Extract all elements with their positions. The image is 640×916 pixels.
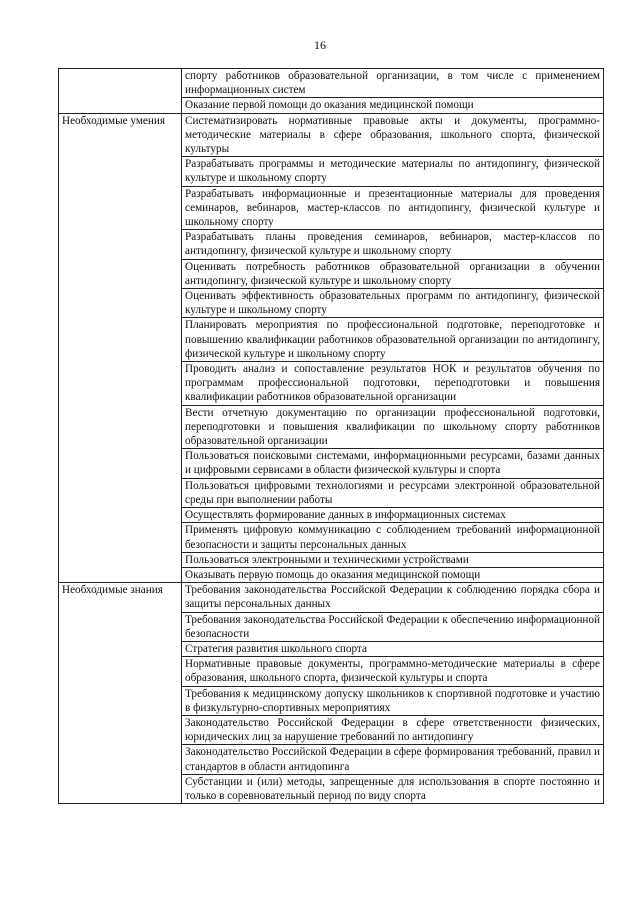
section-label: Необходимые умения bbox=[59, 113, 182, 583]
section-label bbox=[59, 69, 182, 114]
requirement-cell: Систематизировать нормативные правовые акты и документы, программно-методические материалы в сфере образования, школьного спорта, физической культуры bbox=[182, 113, 604, 157]
table-row bbox=[59, 113, 604, 157]
requirement-cell: Законодательство Российской Федерации в сфере формирования требований, правил и стандартов в области антидопинга bbox=[182, 745, 604, 774]
requirement-cell: Планировать мероприятия по профессиональной подготовке, переподготовке и повышению квалификации работников образовательной организации по антидопингу, физической культуре и школьному спорту bbox=[182, 318, 604, 362]
requirement-cell: Вести отчетную документацию по организации профессиональной подготовки, переподготовки и повышения квалификации по школьному спорту работников образовательной организации bbox=[182, 405, 604, 449]
page-number: 16 bbox=[314, 38, 326, 52]
requirement-cell: Пользоваться цифровыми технологиями и ресурсами электронной образовательной среды при выполнении работы bbox=[182, 478, 604, 507]
requirement-cell: Оказывать первую помощь до оказания медицинской помощи bbox=[182, 567, 604, 582]
requirement-cell: Оценивать потребность работников образовательной организации в обучении антидопингу, физической культуре и школьному спорту bbox=[182, 259, 604, 288]
table-row bbox=[59, 583, 604, 612]
requirement-cell: Пользоваться электронными и техническими устройствами bbox=[182, 552, 604, 567]
requirement-cell: Проводить анализ и сопоставление результатов НОК и результатов обучения по программам профессиональной подготовки, переподготовки и повышения квалификации работников образовательной организации bbox=[182, 362, 604, 406]
requirement-cell: Требования законодательства Российской Федерации к обеспечению информационной безопасности bbox=[182, 612, 604, 641]
requirement-cell: Оценивать эффективность образовательных программ по антидопингу, физической культуре и школьному спорту bbox=[182, 289, 604, 318]
requirement-cell: спорту работников образовательной организации, в том числе с применением информационных систем bbox=[182, 69, 604, 98]
requirement-cell: Пользоваться поисковыми системами, информационными ресурсами, базами данных и цифровыми сервисами в области физической культуры и спорта bbox=[182, 449, 604, 478]
requirement-cell: Разрабатывать программы и методические материалы по антидопингу, физической культуре и школьному спорту bbox=[182, 157, 604, 186]
table-row bbox=[59, 69, 604, 98]
requirement-cell: Нормативные правовые документы, программно-методические материалы в сфере образования, школьного спорта, физической культуры и спорта bbox=[182, 657, 604, 686]
requirement-cell: Субстанции и (или) методы, запрещенные для использования в спорте постоянно и только в соревновательный период по виду спорта bbox=[182, 774, 604, 803]
requirements-table bbox=[58, 68, 604, 804]
requirement-cell: Законодательство Российской Федерации в сфере ответственности физических, юридических лиц за нарушение требований по антидопингу bbox=[182, 715, 604, 744]
requirements-table-body bbox=[59, 69, 604, 804]
requirement-cell: Применять цифровую коммуникацию с соблюдением требований информационной безопасности и защиты персональных данных bbox=[182, 523, 604, 552]
requirement-cell: Оказание первой помощи до оказания медицинской помощи bbox=[182, 98, 604, 113]
requirement-cell: Требования к медицинскому допуску школьников к спортивной подготовке и участию в физкультурно-спортивных мероприятиях bbox=[182, 686, 604, 715]
requirement-cell: Требования законодательства Российской Федерации к соблюдению порядка сбора и защиты персональных данных bbox=[182, 583, 604, 612]
requirement-cell: Разрабатывать планы проведения семинаров, вебинаров, мастер-классов по антидопингу, физической культуре и школьному спорту bbox=[182, 230, 604, 259]
section-label: Необходимые знания bbox=[59, 583, 182, 804]
requirement-cell: Осуществлять формирование данных в информационных системах bbox=[182, 508, 604, 523]
requirement-cell: Разрабатывать информационные и презентационные материалы для проведения семинаров, вебинаров, мастер-классов по антидопингу, физической культуре и школьному спорту bbox=[182, 186, 604, 230]
requirement-cell: Стратегия развития школьного спорта bbox=[182, 641, 604, 656]
